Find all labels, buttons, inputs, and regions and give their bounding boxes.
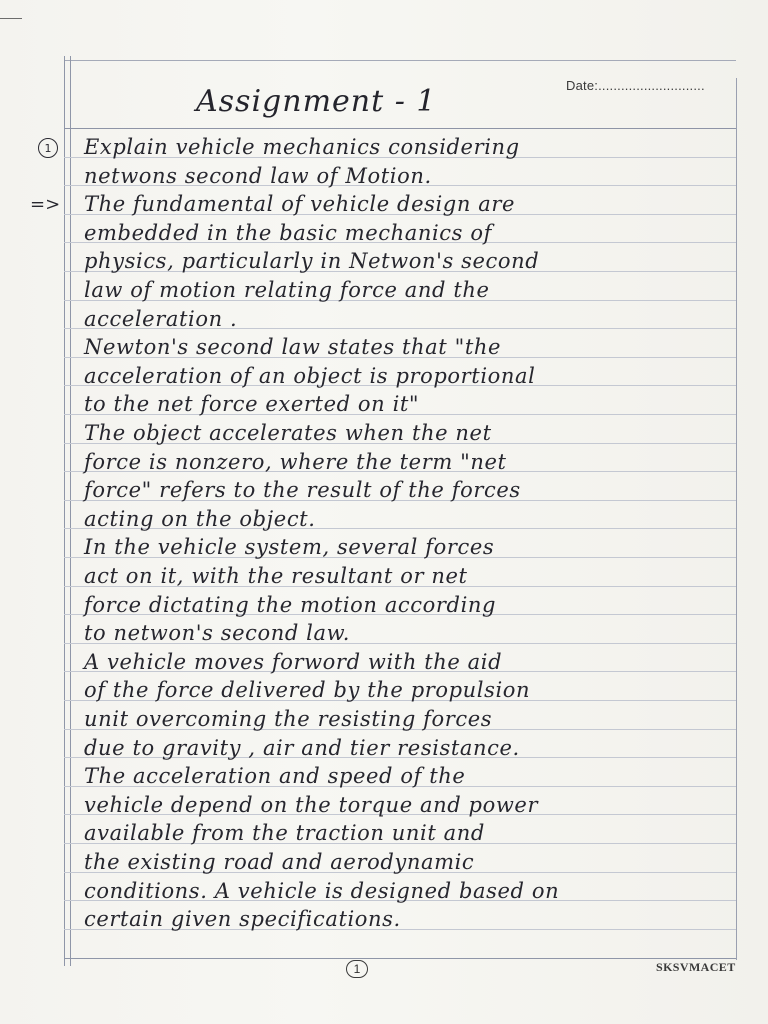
answer-line: The fundamental of vehicle design are <box>84 192 516 216</box>
question-number: 1 <box>38 138 58 158</box>
answer-line: to the net force exerted on it" <box>84 392 420 416</box>
answer-line: physics, particularly in Netwon's second <box>84 249 540 273</box>
answer-line: acceleration . <box>84 307 238 331</box>
answer-line: A vehicle moves forword with the aid <box>84 650 503 674</box>
margin-line-outer <box>64 56 65 966</box>
answer-line: The object accelerates when the net <box>84 421 492 445</box>
page-border-bottom <box>64 958 736 959</box>
question-line: Explain vehicle mechanics considering <box>84 135 520 159</box>
footer-brand: SKSVMACET <box>656 960 736 974</box>
answer-arrow-marker: => <box>30 194 61 215</box>
answer-line: conditions. A vehicle is designed based on <box>84 879 560 903</box>
answer-line: of the force delivered by the propulsion <box>84 678 531 702</box>
answer-line: law of motion relating force and the <box>84 278 490 302</box>
question-line: netwons second law of Motion. <box>84 164 432 188</box>
answer-line: force is nonzero, where the term "net <box>84 450 507 474</box>
answer-line: force" refers to the result of the forces <box>84 478 521 502</box>
answer-line: The acceleration and speed of the <box>84 764 466 788</box>
answer-line: certain given specifications. <box>84 907 401 931</box>
page-border-right <box>736 78 737 960</box>
page-border-top <box>64 60 736 61</box>
answer-line: unit overcoming the resisting forces <box>84 707 493 731</box>
page-title: Assignment - 1 <box>196 84 437 119</box>
date-label: Date:............................ <box>566 78 705 93</box>
answer-line: the existing road and aerodynamic <box>84 850 475 874</box>
answer-line: vehicle depend on the torque and power <box>84 793 539 817</box>
answer-line: acceleration of an object is proportional <box>84 364 536 388</box>
answer-line: force dictating the motion according <box>84 593 497 617</box>
answer-line: embedded in the basic mechanics of <box>84 221 492 245</box>
answer-line: to netwon's second law. <box>84 621 350 645</box>
ruled-line <box>64 128 736 129</box>
answer-line: due to gravity , air and tier resistance. <box>84 736 520 760</box>
answer-line: acting on the object. <box>84 507 316 531</box>
page-number: 1 <box>346 960 368 978</box>
answer-line: available from the traction unit and <box>84 821 485 845</box>
page-edge-line <box>0 18 22 19</box>
answer-line: In the vehicle system, several forces <box>84 535 495 559</box>
margin-line-inner <box>70 56 71 966</box>
answer-line: act on it, with the resultant or net <box>84 564 468 588</box>
answer-line: Newton's second law states that "the <box>84 335 502 359</box>
